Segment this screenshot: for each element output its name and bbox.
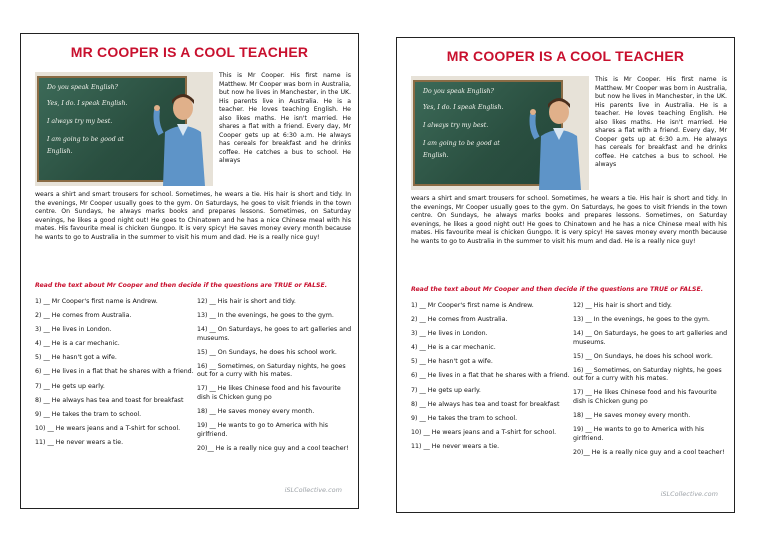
board-line: I am going to be good at <box>47 136 124 143</box>
instructions: Read the text about Mr Cooper and then decide if the questions are TRUE or FALSE. <box>35 282 328 289</box>
board-line: Do you speak English? <box>47 84 118 91</box>
question-item: 7) __ He gets up early. <box>411 386 481 394</box>
reading-text-top: This is Mr Cooper. His first name is Matthew. Mr Cooper was born in Australia, but now he lives in Manchester, in the UK. His parents live in Australia. He is a teacher. He loves teaching English. He also likes maths. He isn't married. He shares a flat with a friend. Every day, Mr Cooper gets up at 6:30 a.m. He always has cereals for breakfast and he drinks coffee. He catches a bus to school. He always <box>219 72 351 165</box>
question-item: 15) __ On Sundays, he does his school work. <box>197 348 337 356</box>
question-item: 8) __ He always has tea and toast for breakfast <box>411 400 560 408</box>
teacher-photo <box>35 72 213 186</box>
worksheet-right <box>396 37 735 513</box>
board-line: I always try my best. <box>423 122 489 129</box>
question-item: 11) __ He never wears a tie. <box>411 442 500 450</box>
question-item: 9) __ He takes the tram to school. <box>35 410 142 418</box>
question-item: 5) __ He hasn't got a wife. <box>35 354 117 362</box>
question-item: 18) __ He saves money every month. <box>573 412 691 420</box>
question-item: 10) __ He wears jeans and a T-shirt for school. <box>35 424 181 432</box>
question-item: 1) __ Mr Cooper's first name is Andrew. <box>35 298 158 305</box>
worksheet-title: MR COOPER IS A COOL TEACHER <box>446 48 685 64</box>
board-line: English. <box>423 152 449 159</box>
reading-text-bottom: wears a shirt and smart trousers for school. Sometimes, he wears a tie. His hair is short and tidy. In the evenings, Mr Cooper usually goes to the gym. On Saturdays, he goes to visit friends in the town centre. On Sundays, he always marks books and prepares lessons. Sometimes, on Saturday evenings, he likes a good night out! He goes to Chinatown and he has a nice Chinese meal with his mates. His favourite meal is chicken Gungpo. It is very spicy! He saves money every month because he wants to go to Australia in the summer to visit his mum and dad. He is a really nice guy! <box>411 195 727 245</box>
question-item: 17) __ He likes Chinese food and his favourite dish is Chicken gung po <box>573 389 717 405</box>
watermark: iSLCollective.com <box>660 490 718 498</box>
question-item: 16) __ Sometimes, on Saturday nights, he goes out for a curry with his mates. <box>573 366 722 383</box>
teacher-figure <box>529 90 587 190</box>
question-item: 11) __ He never wears a tie. <box>35 438 124 446</box>
worksheet-title: MR COOPER IS A COOL TEACHER <box>70 44 309 60</box>
board-line: I always try my best. <box>47 118 113 125</box>
question-item: 12) __ His hair is short and tidy. <box>197 298 296 305</box>
watermark: iSLCollective.com <box>284 486 342 494</box>
worksheet-left <box>20 33 359 509</box>
question-item: 16) __ Sometimes, on Saturday nights, he goes out for a curry with his mates. <box>197 362 346 379</box>
question-item: 3) __ He lives in London. <box>35 326 112 334</box>
question-item: 8) __ He always has tea and toast for breakfast <box>35 396 184 404</box>
question-item: 1) __ Mr Cooper's first name is Andrew. <box>411 302 534 309</box>
question-item: 2) __ He comes from Australia. <box>35 312 132 320</box>
teacher-photo <box>411 76 589 190</box>
question-item: 19) __ He wants to go to America with his girlfriend. <box>197 422 328 438</box>
question-item: 7) __ He gets up early. <box>35 382 105 390</box>
question-item: 15) __ On Sundays, he does his school work. <box>573 352 713 360</box>
questions-right-column <box>573 302 731 463</box>
question-item: 20)__ He is a really nice guy and a cool teacher! <box>573 448 725 456</box>
reading-text-top: This is Mr Cooper. His first name is Matthew. Mr Cooper was born in Australia, but now he lives in Manchester, in the UK. His parents live in Australia. He is a teacher. He loves teaching English. He also likes maths. He isn't married. He shares a flat with a friend. Every day, Mr Cooper gets up at 6:30 a.m. He always has cereals for breakfast and he drinks coffee. He catches a bus to school. He always <box>595 76 727 169</box>
board-line: English. <box>47 148 73 155</box>
board-line: Do you speak English? <box>423 88 494 95</box>
question-item: 17) __ He likes Chinese food and his favourite dish is Chicken gung po <box>197 385 341 401</box>
question-item: 5) __ He hasn't got a wife. <box>411 358 493 366</box>
question-item: 6) __ He lives in a flat that he shares with a friend. <box>35 368 194 376</box>
question-item: 13) __ In the evenings, he goes to the gym. <box>573 316 710 324</box>
question-item: 12) __ His hair is short and tidy. <box>573 302 672 309</box>
board-line: I am going to be good at <box>423 140 500 147</box>
teacher-figure <box>153 86 211 186</box>
question-item: 4) __ He is a car mechanic. <box>35 340 120 348</box>
board-line: Yes, I do. I speak English. <box>423 104 504 111</box>
question-item: 6) __ He lives in a flat that he shares with a friend. <box>411 372 570 380</box>
question-item: 4) __ He is a car mechanic. <box>411 344 496 352</box>
question-item: 3) __ He lives in London. <box>411 330 488 338</box>
question-item: 20)__ He is a really nice guy and a cool teacher! <box>197 444 349 452</box>
reading-text-bottom: wears a shirt and smart trousers for school. Sometimes, he wears a tie. His hair is short and tidy. In the evenings, Mr Cooper usually goes to the gym. On Saturdays, he goes to visit friends in the town centre. On Sundays, he always marks books and prepares lessons. Sometimes, on Saturday evenings, he likes a good night out! He goes to Chinatown and he has a nice Chinese meal with his mates. His favourite meal is chicken Gungpo. It is very spicy! He saves money every month because he wants to go to Australia in the summer to visit his mum and dad. He is a really nice guy! <box>35 191 351 241</box>
question-item: 9) __ He takes the tram to school. <box>411 414 518 422</box>
questions-left-column <box>35 298 195 453</box>
instructions: Read the text about Mr Cooper and then decide if the questions are TRUE or FALSE. <box>411 286 704 293</box>
question-item: 10) __ He wears jeans and a T-shirt for school. <box>411 428 557 436</box>
questions-left-column <box>411 302 571 457</box>
question-item: 2) __ He comes from Australia. <box>411 316 508 324</box>
questions-right-column <box>197 298 355 459</box>
question-item: 13) __ In the evenings, he goes to the gym. <box>197 312 334 320</box>
question-item: 19) __ He wants to go to America with his girlfriend. <box>573 426 704 442</box>
question-item: 18) __ He saves money every month. <box>197 408 315 416</box>
question-item: 14) __ On Saturdays, he goes to art galleries and museums. <box>573 330 728 346</box>
board-line: Yes, I do. I speak English. <box>47 100 128 107</box>
question-item: 14) __ On Saturdays, he goes to art galleries and museums. <box>197 326 352 342</box>
